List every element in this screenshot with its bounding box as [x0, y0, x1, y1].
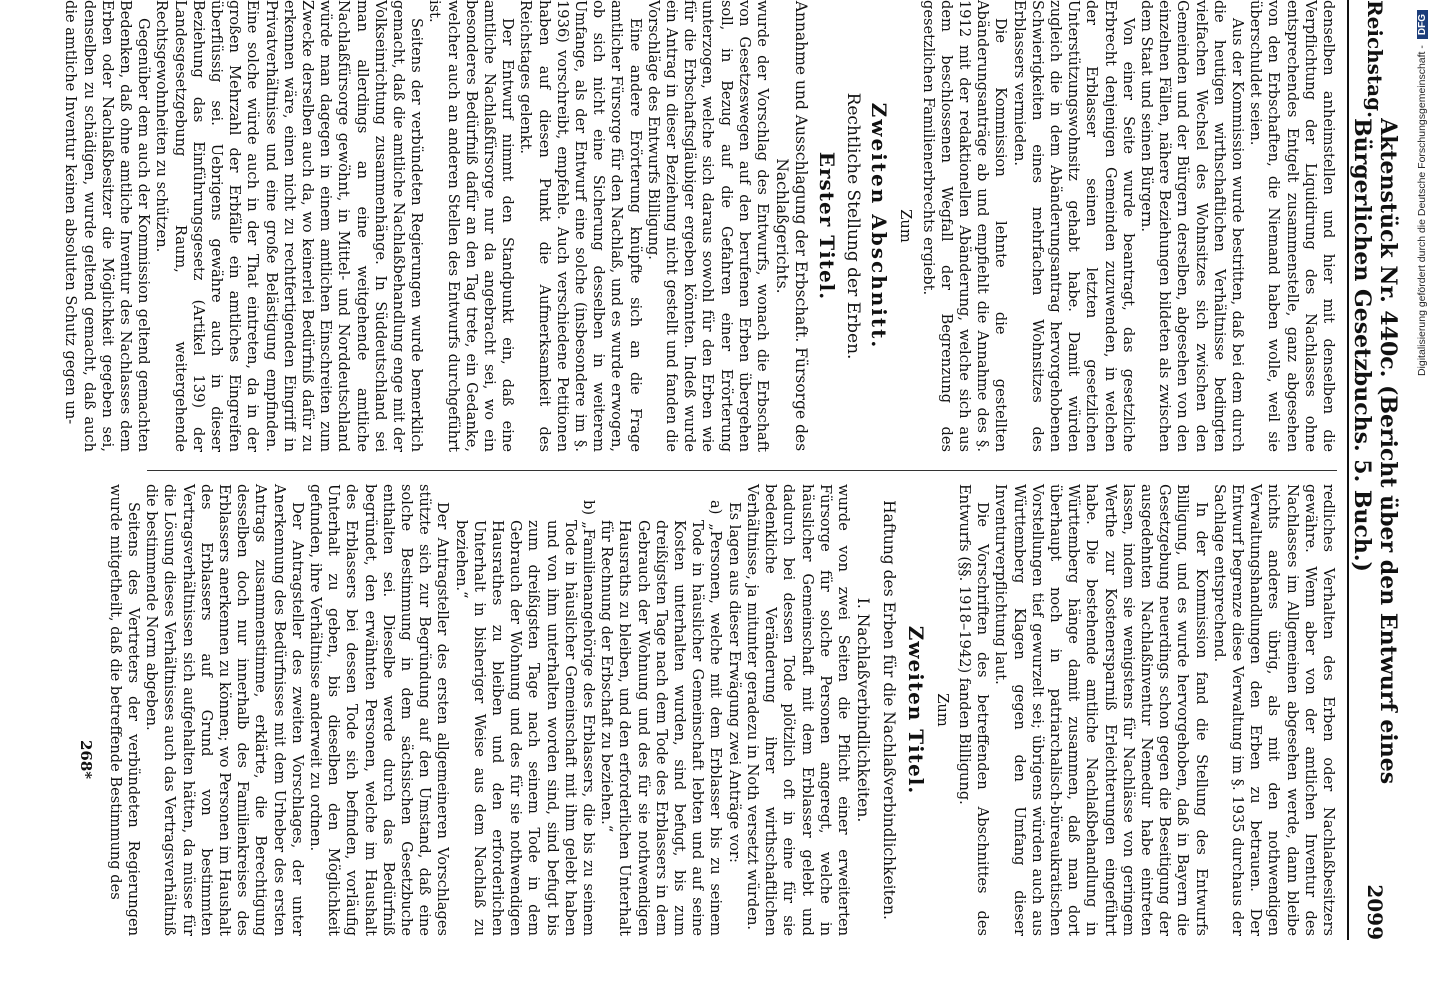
paragraph: wurde der Vorschlag des Entwurfs, wonach die Erbschaft von Gesetzeswegen auf den berufenen Erben übergehen soll, in Bezug auf die Gefahren einer Erörterung unterzogen, welche sich daraus sowohl für den Erben wie für die Erbschaftsgläubiger ergeben könnten. Indeß wurde ein Antrag in dieser Beziehung nicht gestellt und fanden die Vorschläge des Entwurfs Billigung. [644, 0, 772, 452]
zum-label: Zum [933, 693, 951, 727]
paragraph: denselben anheimstellen und hier mit denselben die Verpflichtung der Liquidirung des Nachlasses ohne entsprechendes Entgelt zusammenstelle, ganz abgesehen von den Erbschaften, die Niemand haben wolle, weil sie überschuldet seien. [1247, 0, 1337, 452]
title-subtitle: Haftung des Erben für die Nachlaßverbindlichkeiten. [880, 500, 899, 920]
header-left: Reichstag. [1363, 0, 1387, 119]
paragraph: Von einer Seite wurde beantragt, das gesetzliche Erbrecht denjenigen Gemeinden zuzuwenden, in welchen der Erblasser seinen letzten gesetzlichen Unterstützungswohnsitz gehabt habe. Damit würden zugleich die in dem Abänderungsantrag hervorgehobenen Schwierigkeiten eines mehrfachen Wohnsitzes des Erblassers vermieden. [1010, 0, 1137, 452]
left-column [62, 0, 1337, 452]
title-subtitle: Annahme und Ausschlagung der Erbschaft. Fürsorge des Nachlaßgerichts. [773, 0, 810, 452]
paragraph: redliches Verhalten des Erben oder Nachlaßbesitzers gewähre. Wenn aber von der amtlichen Inventur des Nachlasses im Allgemeinen abgesehen werde, dann bleibe nichts anderes übrig, als mit den nothwendigen Verwaltungshandlungen den Erben zu betrauen. Der Entwurf begrenze diese Verwaltung im §. 1935 durchaus der Sachlage entsprechend. [1210, 484, 1337, 936]
paragraph: Der Antragsteller des zweiten Vorschlages, der unter Anerkennung des Bedürfnisses mit dem Urheber des ersten Antrags zusammenstimme, erklärte, die Berechtigung desselben doch nur innerhalb des Familienkreises des Erblassers anerkennen zu können; wo Personen im Haushalt des Erblassers auf Grund von bestimmten Vertragsverhältnissen sich aufgehalten hätten, da müsse für die Lösung dieses Verhältnisses auch das Vertragsverhältniß die bestimmende Norm abgeben. [143, 484, 306, 936]
header-title: Aktenstück Nr. 440c. (Bericht über den Entwurf eines Bürgerlichen Gesetzbuchs. 5. Buch.) [1349, 118, 1401, 785]
list-item-a: a) „Personen, welche mit dem Erblasser bis zu seinem Tode in häuslicher Gemeinschaft lebten und auf seine Kosten unterhalten wurden, sind befugt, bis zum dreißigsten Tage nach dem Tode des Erblassers in dem Gebrauch der Wohnung und des für sie nothwendigen Hausraths zu bleiben, und den erforderlichen Unterhalt für Rechnung der Erbschaft zu beziehen.“ [598, 500, 725, 936]
page-number: 2099 [1363, 884, 1387, 940]
header-rule [1347, 0, 1349, 940]
subsection-heading: I. Nachlaßverbindlichkeiten. [854, 597, 873, 823]
paragraph: Eine andere Erörterung knüpfte sich an die Frage amtlicher Fürsorge für den Nachlaß, und es wurde erwogen, ob sich nicht eine Sicherung desselben in weiterem Umfange, als der Entwurf eine solche (insbesondere im §. 1936) vorschreibt, empfehle. Auch verschiedene Petitionen haben auf diesen Punkt die Aufmerksamkeit des Reichstages gelenkt. [517, 0, 644, 452]
digitization-credit: Digitalisierung gefördert durch die Deutsche Forschungsgemeinschaft - [1416, 45, 1428, 377]
paragraph: Der Entwurf nimmt den Standpunkt ein, daß eine amtliche Nachlaßfürsorge nur da angebracht sei, wo ein besonderes Bedürfniß dafür an den Tag trete, ein Gedanke, welcher auch an anderen Stellen des Entwurfs durchgeführt ist. [426, 0, 517, 452]
signature-mark: 268* [77, 740, 95, 780]
dfg-logo: DFG [1417, 10, 1428, 39]
paragraph: Es lagen aus dieser Erwägung zwei Anträge vor: [725, 502, 743, 863]
page-header [1349, 0, 1401, 940]
section-heading: Zweiten Abschnitt. [867, 102, 892, 350]
paragraph: Die Kommission lehnte die gestellten Abänderungsanträge ab und empfiehlt die Annahme des §. 1912 mit der redaktionellen Abänderung, welche sich aus dem beschlossenen Wegfall der Begrenzung des gesetzlichen Familienerbrechts ergiebt. [919, 0, 1010, 452]
paragraph: Seitens des Vertreters der verbündeten Regierungen wurde mitgetheilt, daß die betreffende Bestimmung des [106, 484, 142, 936]
title-heading: Erster Titel. [814, 151, 839, 301]
list-item-b: b) „Familienangehörige des Erblassers, die bis zu seinem Tode in häuslicher Gemeinschaft mit ihm gelebt haben und von ihm unterhalten worden sind, sind befugt bis zum dreißigsten Tage nach seinem Tode in dem Gebrauch der Wohnung und des für sie nothwendigen Hausrathes zu bleiben und den erforderlichen Unterhalt in bisheriger Weise aus dem Nachlaß zu beziehen.“ [452, 500, 598, 936]
section-subtitle: Rechtliche Stellung der Erben. [842, 92, 863, 360]
paragraph: Der Antragsteller des ersten allgemeineren Vorschlages stützte sich zur Begründung auf den Umstand, daß eine solche Bestimmung in dem sächsischen Gesetzbuche enthalten sei. Dieselbe werde durch das Bedürfniß begründet, den erwähnten Personen, welche im Haushalt des Erblassers bei dessen Tode sich befinden, vorläufig Unterhalt zu geben, bis dieselben den Möglichkeit gefunden, ihre Verhältnisse anderweit zu ordnen. [307, 484, 452, 936]
title-heading: Zweiten Titel. [903, 625, 928, 795]
digitization-sidebar [1412, 10, 1432, 990]
paragraph: Aus der Kommission wurde bestritten, daß bei dem durch die heutigen wirthschaftlichen Verhältnisse bedingten vielfachen Wechsel des Wohnsitzes sich zwischen den Gemeinden und der Bürgern derselben, abgesehen von den einzelnen Fällen, nähere Beziehungen bildeten als zwischen dem Staat und seinen Bürgern. [1137, 0, 1246, 452]
right-column [106, 484, 1337, 936]
paragraph: Gegenüber dem auch der Kommission geltend gemachten Bedenken, daß ohne amtliche Inventur des Nachlasses dem Erben oder Nachlaßbesitzer die Möglichkeit gegeben sei, denselben zu schädigen, wurde geltend gemacht, daß auch die amtliche Inventur keinen absoluten Schutz gegen un- [62, 0, 153, 452]
paragraph: Die Vorschriften des betreffenden Abschnittes des Entwurfs (§§. 1918–1942) fanden Billigung. [955, 484, 992, 936]
document-page [62, 0, 1401, 940]
paragraph: wurde von zwei Seiten die Pflicht einer erweiterten Fürsorge für solche Personen angeregt, welche in häuslicher Gemeinschaft mit dem Erblasser gelebt und dadurch bei dessen Tode plötzlich oft in eine für sie bedenkliche Veränderung ihrer wirthschaftlichen Verhältnisse, ja mitunter geradezu in Noth versetzt würden. [743, 484, 852, 936]
column-divider [147, 470, 1337, 471]
paragraph: In der Kommission fand die Stellung des Entwurfs Billigung, und es wurde hervorgehoben, daß in Bayern die Gesetzgebung neuerdings schon gegen die Beseitigung der ausgedehnten Nachlaßinventur Nemedur habe eintreten lassen, indem sie wenigstens für Nachlässe von geringem Werthe zur Kostenersparniß Erleichterungen eingeführt habe. Die bestehende amtliche Nachlaßbehandlung in Württemberg hänge damit zusammen, daß man dort überhaupt noch in patriarchalisch-büreaukratischen Vorstellungen tief gewurzelt sei; übrigens würden auch aus Württemberg Klagen gegen den Umfang dieser Inventurverpflichtung laut. [992, 484, 1210, 936]
paragraph: Seitens der verbündeten Regierungen wurde bemerklich gemacht, daß die amtliche Nachlaßbehandlung enge mit der Volkseinrichtung zusammenhänge. In Süddeutschland sei man allerdings an eine weitgehende amtliche Nachlaßfürsorge gewöhnt, in Mittel- und Norddeutschland würde man dagegen in einem amtlichen Einschreiten zum Zwecke derselben auch da, wo keinerlei Bedürfniß dafür zu erkennen wäre, einen nicht zu rechtfertigenden Eingriff in Privatverhältnisse und eine große Belästigung empfinden. Eine solche würde auch in der That eintreten, da in der großen Mehrzahl der Erbfälle ein amtliches Eingreifen überflüssig sei. Uebrigens gewähre auch in dieser Beziehung das Einführungsgesetz (Artikel 139) der Landesgesetzgebung Raum, weitergehende Rechtsgewohnheiten zu schützen. [153, 0, 426, 452]
zum-label: Zum [897, 209, 915, 243]
